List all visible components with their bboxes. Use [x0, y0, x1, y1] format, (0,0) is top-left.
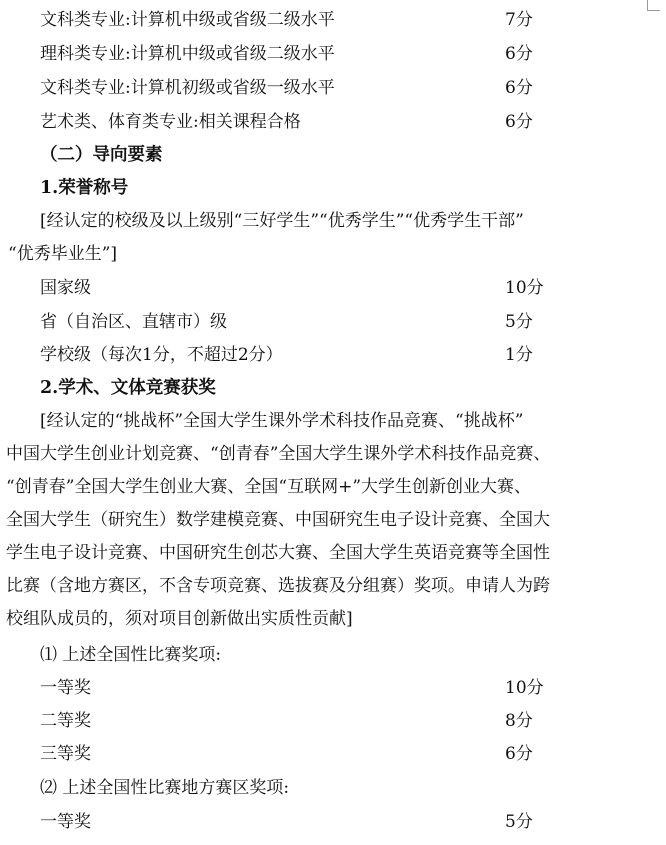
subsection-heading [0, 172, 666, 205]
score-label: 文科类专业:计算机中级或省级二级水平 [40, 10, 335, 30]
score-value: 6分 [505, 112, 533, 132]
note-line: 中国大学生创业计划竞赛、“创青春”全国大学生课外学术科技作品竞赛、 [6, 444, 551, 464]
score-value: 7分 [505, 10, 533, 30]
score-row [0, 106, 666, 139]
score-label: 一等奖 [40, 812, 91, 832]
note-line: [经认定的“挑战杯”全国大学生课外学术科技作品竞赛、“挑战杯” [40, 411, 524, 431]
score-label: 文科类专业:计算机初级或省级一级水平 [40, 78, 335, 98]
competition-heading: 2.学术、文体竞赛获奖 [40, 378, 216, 398]
score-row [0, 672, 666, 705]
score-value: 5分 [505, 312, 533, 332]
score-row [0, 38, 666, 71]
note-line: 学生电子设计竞赛、中国研究生创芯大赛、全国大学生英语竞赛等全国性 [6, 543, 550, 563]
note-line: 校组队成员的，须对项目创新做出实质性贡献] [6, 609, 353, 629]
score-value: 10分 [505, 278, 544, 298]
score-value: 8分 [505, 711, 533, 731]
score-row [0, 738, 666, 771]
score-row [0, 806, 666, 839]
honor-heading: 1.荣誉称号 [40, 178, 129, 198]
score-value: 1分 [505, 345, 533, 365]
sub-list-title [0, 772, 666, 805]
score-label: 三等奖 [40, 744, 91, 764]
score-row [0, 272, 666, 305]
score-row [0, 339, 666, 372]
honor-note [0, 205, 666, 271]
sub-list-title-text: ⑴ 上述全国性比赛奖项: [40, 645, 222, 665]
score-row [0, 306, 666, 339]
score-value: 6分 [505, 44, 533, 64]
subsection-heading [0, 372, 666, 405]
score-value: 5分 [505, 812, 533, 832]
score-label: 艺术类、体育类专业:相关课程合格 [40, 112, 301, 132]
score-row [0, 705, 666, 738]
score-row [0, 72, 666, 105]
note-line: “创青春”全国大学生创业大赛、全国“互联网+”大学生创新创业大赛、 [6, 477, 532, 497]
score-value: 6分 [505, 78, 533, 98]
score-label: 理科类专业:计算机中级或省级二级水平 [40, 44, 335, 64]
note-line: “优秀毕业生”] [8, 244, 118, 264]
score-label: 国家级 [40, 278, 91, 298]
section-title-text: （二）导向要素 [40, 145, 163, 165]
sub-list-title [0, 639, 666, 672]
score-label: 省（自治区、直辖市）级 [40, 312, 227, 332]
note-line: 比赛（含地方赛区，不含专项竞赛、选拔赛及分组赛）奖项。申请人为跨 [6, 576, 550, 596]
score-label: 学校级（每次1分，不超过2分） [40, 345, 283, 365]
score-row [0, 4, 666, 37]
score-value: 6分 [505, 744, 533, 764]
score-label: 二等奖 [40, 711, 91, 731]
section-title [0, 139, 666, 172]
competition-note [0, 405, 666, 636]
note-line: 全国大学生（研究生）数学建模竞赛、中国研究生电子设计竞赛、全国大 [6, 510, 550, 530]
note-line: [经认定的校级及以上级别“三好学生”“优秀学生”“优秀学生干部” [40, 211, 524, 231]
score-label: 一等奖 [40, 678, 91, 698]
sub-list-title-text: ⑵ 上述全国性比赛地方赛区奖项: [40, 778, 290, 798]
score-value: 10分 [505, 678, 544, 698]
